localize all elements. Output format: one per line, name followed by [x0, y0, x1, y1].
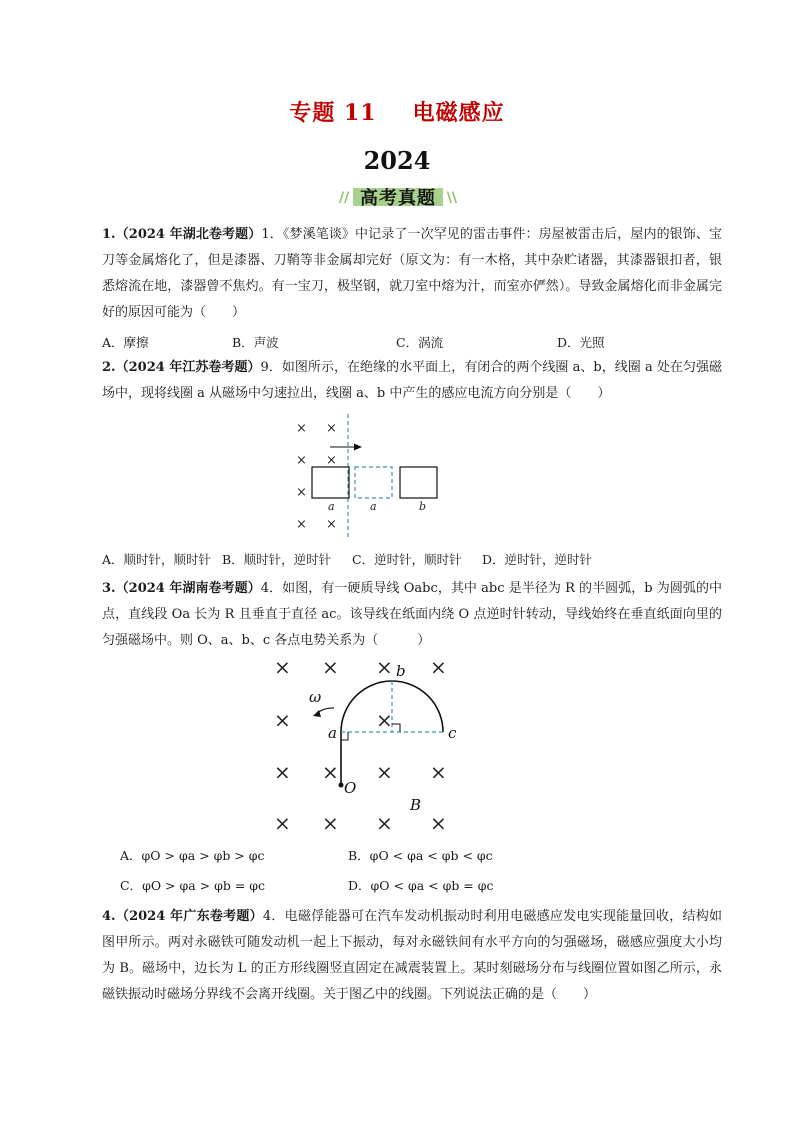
- q2-figure: [280, 412, 460, 542]
- label-O: O: [344, 779, 357, 797]
- slash-decoration-icon: //: [339, 190, 350, 206]
- right-angle-mark: [341, 732, 348, 740]
- q1-option-d[interactable]: D．光照: [557, 335, 605, 350]
- field-cross: ×: [376, 655, 393, 679]
- q2-option-c[interactable]: C．逆时针，顺时针: [352, 552, 462, 567]
- title-topic: 电磁感应: [412, 100, 505, 126]
- q4-text: 4．电磁俘能器可在汽车发动机振动时利用电磁感应发电实现能量回收，结构如图甲所示。两对永磁铁可随发动机一起上下振动，每对永磁铁间有水平方向的匀强磁场，磁感应强度大小均为 B。磁场中，边长为 L 的正方形线圈竖直固定在减震装置上。某时刻磁场分布与线圈位置如图乙所示，永磁铁振动时磁场分界线不会离开线圈。关于图乙中的线圈。下列说法正确的是（ ）: [102, 909, 723, 1002]
- field-cross: ×: [376, 708, 393, 732]
- q2-text-b: a、b，线圈 a 处在匀强磁场中，现将线圈 a 从磁场中匀速拉出，线圈 a、b 中产生的感应电流方向分别是（ ）: [102, 360, 723, 401]
- coil-a: [312, 467, 349, 498]
- q3-text: 4．如图，有一硬质导线 Oabc，其中 abc 是半径为 R 的半圆弧，b 为圆弧的中点，直线段 Oa 长为 R 且垂直于直径 ac。该导线在纸面内绕 O 点逆时针转动，导线始终在垂直纸面向里的匀强磁场中。则 O、a、b、c 各点电势关系为（ ）: [102, 581, 722, 648]
- field-cross: ×: [274, 811, 291, 835]
- coil-a-moved: [355, 467, 392, 498]
- field-cross: ×: [326, 421, 337, 436]
- arrow-head-icon: [354, 444, 362, 451]
- field-cross: ×: [274, 708, 291, 732]
- label-b: b: [396, 662, 406, 680]
- field-cross: ×: [322, 811, 339, 835]
- field-cross: ×: [322, 655, 339, 679]
- q2-option-a[interactable]: A．顺时针，顺时针: [102, 552, 212, 567]
- q3-option-a[interactable]: A．φO > φa > φb > φc: [120, 848, 265, 863]
- coil-a2-label: a: [370, 500, 377, 513]
- field-cross: ×: [430, 760, 447, 784]
- banner-label: 高考真题: [360, 188, 436, 209]
- field-cross: ×: [326, 453, 337, 468]
- label-a: a: [328, 724, 337, 742]
- slash-decoration-icon: \\: [446, 190, 457, 206]
- exam-banner: [339, 182, 457, 212]
- question-1: [102, 222, 722, 326]
- field-cross: ×: [376, 811, 393, 835]
- question-3: [102, 576, 722, 654]
- coil-b-label: b: [419, 500, 427, 513]
- pivot-O: [339, 783, 344, 788]
- q3-option-d[interactable]: D．φO < φa < φb = φc: [348, 878, 494, 893]
- q2-option-b[interactable]: B．顺时针，逆时针: [222, 552, 332, 567]
- label-omega: ω: [309, 688, 322, 706]
- question-4: [102, 904, 722, 1008]
- title-number: 专题 11: [289, 100, 377, 126]
- q3-option-b[interactable]: B．φO < φa < φb < φc: [348, 848, 493, 863]
- q1-text: 1．《梦溪笔谈》中记录了一次罕见的雷击事件：房屋被雷击后，屋内的银饰、宝刀等金属熔化了，但是漆器、刀鞘等非金属却完好（原文为：有一木格，其中杂贮诸器，其漆器银扣者，银悉熔流在地，漆器曾不焦灼。有一宝刀，极坚钢，就刀室中熔为汁，而室亦俨然）。导致金属熔化而非金属完好的原因可能为（ ）: [102, 227, 723, 320]
- field-cross: ×: [296, 421, 307, 436]
- field-cross: ×: [376, 760, 393, 784]
- q1-source: 1.（2024 年湖北卷考题）: [102, 227, 262, 242]
- q2-option-d[interactable]: D．逆时针，逆时针: [482, 552, 593, 567]
- q1-option-b[interactable]: B．声波: [232, 335, 279, 350]
- question-2: [102, 355, 722, 407]
- q3-option-c[interactable]: C．φO > φa > φb = φc: [120, 878, 266, 893]
- label-B: B: [410, 796, 422, 814]
- q3-source: 3.（2024 年湖南卷考题）: [102, 581, 261, 596]
- coil-a-label: a: [328, 500, 335, 513]
- page-title: [0, 96, 794, 127]
- coil-b: [400, 467, 437, 498]
- label-c: c: [448, 724, 457, 742]
- year-heading: 2024: [363, 146, 431, 175]
- field-cross: ×: [430, 655, 447, 679]
- field-cross: ×: [322, 760, 339, 784]
- field-cross: ×: [430, 811, 447, 835]
- field-cross: ×: [274, 760, 291, 784]
- field-cross: ×: [326, 517, 337, 532]
- q4-source: 4.（2024 年广东卷考题）: [102, 909, 263, 924]
- field-cross: ×: [296, 453, 307, 468]
- field-cross: ×: [274, 655, 291, 679]
- q3-figure: [262, 652, 492, 842]
- q2-text-a: 9．如图所示，在绝缘的水平面上，有闭合的两个线圈: [260, 360, 573, 375]
- q2-source: 2.（2024 年江苏卷考题）: [102, 360, 261, 375]
- right-angle-mark: [392, 724, 400, 732]
- q1-option-a[interactable]: A．摩擦: [102, 335, 149, 350]
- q1-option-c[interactable]: C．涡流: [396, 335, 444, 350]
- field-cross: ×: [296, 517, 307, 532]
- field-cross: ×: [296, 485, 307, 500]
